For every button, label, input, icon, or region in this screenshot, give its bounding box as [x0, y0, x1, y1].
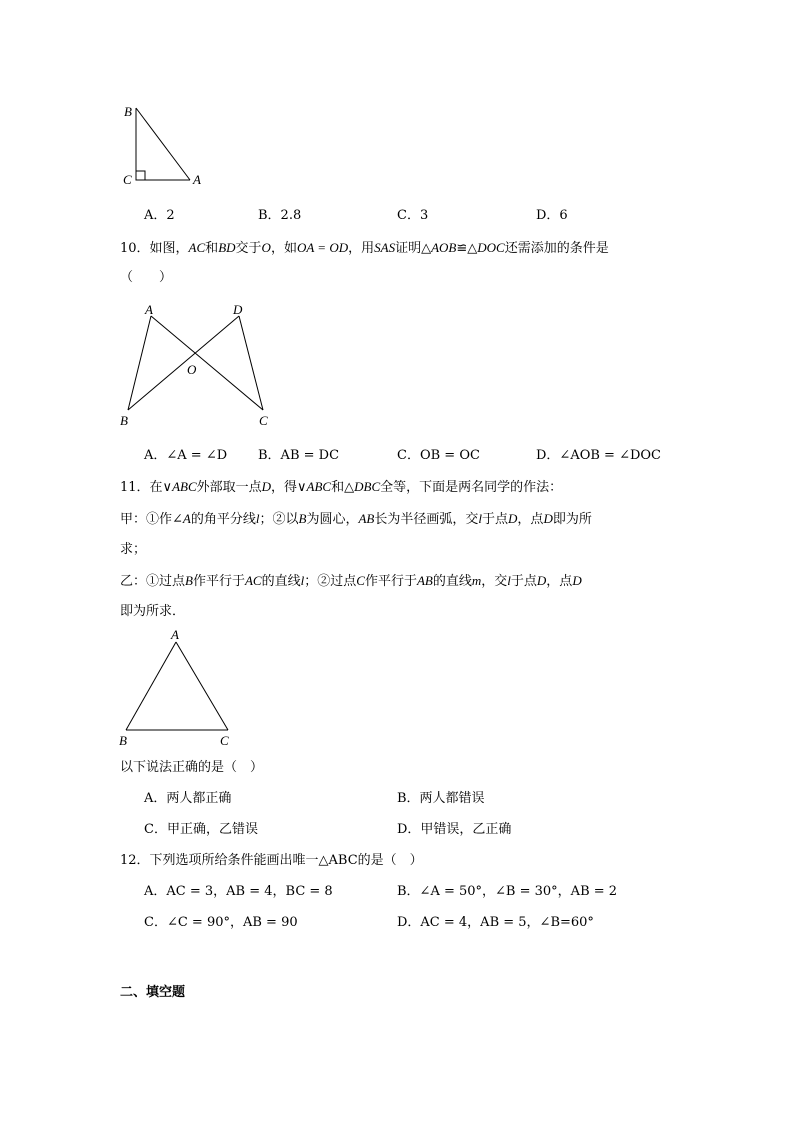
- text: 甲：①作∠: [120, 512, 183, 527]
- label-B: B: [119, 733, 127, 748]
- text: ，点: [546, 574, 573, 589]
- math: DBC: [354, 479, 381, 494]
- math: AB: [416, 573, 433, 588]
- q10-stem: [120, 239, 609, 258]
- text: 和△: [331, 480, 355, 495]
- math: D: [508, 511, 518, 526]
- q10-paren: （ ）: [120, 270, 173, 285]
- q11-question: 以下说法正确的是（ ）: [120, 760, 264, 775]
- text: 于点: [482, 512, 509, 527]
- text: 作平行于: [192, 574, 245, 589]
- text: ，用: [348, 241, 375, 256]
- q11-jia-line2: 求；: [120, 542, 147, 557]
- segment-dc: [239, 316, 263, 410]
- q12-option-a[interactable]: A．AC = 3，AB = 4，BC = 8: [144, 884, 333, 899]
- q9-option-a[interactable]: A．2: [144, 208, 175, 223]
- label-B: B: [124, 104, 132, 119]
- label-A: A: [193, 172, 201, 187]
- text: 交于: [235, 241, 262, 256]
- q11-option-c[interactable]: C．甲正确，乙错误: [144, 822, 258, 837]
- q11-jia-line1: [120, 510, 592, 529]
- math: AC: [188, 240, 206, 255]
- math: B: [298, 511, 307, 526]
- text: ，得∨: [271, 480, 307, 495]
- text: ；②以: [259, 512, 299, 527]
- q9-option-d[interactable]: D．6: [536, 208, 568, 223]
- q10-option-c[interactable]: C．OB = OC: [397, 448, 480, 463]
- text: 外部取一点: [196, 480, 262, 495]
- math: D: [572, 573, 582, 588]
- math: C: [356, 573, 365, 588]
- side-ac: [176, 642, 228, 730]
- q9-option-c[interactable]: C．3: [397, 208, 429, 223]
- math: ABC: [172, 479, 197, 494]
- math: l: [255, 511, 260, 526]
- text: 乙：①过点: [120, 574, 186, 589]
- label-A: A: [171, 627, 179, 642]
- math: D: [261, 479, 272, 494]
- math: l: [300, 573, 305, 588]
- text: ≌△: [456, 241, 478, 256]
- text: 的直线: [261, 574, 301, 589]
- text: 作平行于: [364, 574, 417, 589]
- text: 为圆心，: [306, 512, 359, 527]
- label-D: D: [233, 302, 243, 317]
- q12-stem: 12．下列选项所给条件能画出唯一△ABC的是（ ）: [120, 853, 423, 868]
- math: A: [182, 511, 191, 526]
- math: D: [536, 573, 547, 588]
- math: OA = OD: [296, 240, 349, 255]
- q10-option-b[interactable]: B．AB = DC: [258, 448, 340, 463]
- q12-option-b[interactable]: B．∠A = 50°，∠B = 30°，AB = 2: [397, 884, 618, 899]
- figure-triangle-abc: [112, 626, 242, 750]
- text: ，如: [270, 241, 297, 256]
- text: 即为所: [552, 512, 592, 527]
- triangle-side-ab: [136, 108, 190, 180]
- label-C: C: [220, 733, 229, 748]
- segment-db: [128, 316, 239, 410]
- math: BD: [218, 240, 236, 255]
- math: m: [471, 573, 482, 588]
- text: 的角平分线: [190, 512, 256, 527]
- math: O: [261, 240, 271, 255]
- math: l: [507, 573, 511, 588]
- math: l: [478, 511, 483, 526]
- text: 10．如图，: [120, 241, 189, 256]
- text: 全等，下面是两名同学的作法：: [380, 480, 563, 495]
- figure-right-triangle: [118, 100, 218, 190]
- math: DOC: [477, 240, 505, 255]
- math: AOB: [431, 240, 457, 255]
- q9-option-b[interactable]: B．2.8: [258, 208, 302, 223]
- label-C: C: [123, 172, 132, 187]
- label-B: B: [120, 413, 128, 428]
- text: 于点: [510, 574, 537, 589]
- q12-option-d[interactable]: D．AC = 4，AB = 5，∠B=60°: [397, 915, 594, 930]
- math: AB: [358, 511, 375, 526]
- label-O: O: [187, 362, 197, 377]
- text: 长为半径画弧，交: [374, 512, 479, 527]
- side-ab: [126, 642, 176, 730]
- text: ，交: [481, 574, 508, 589]
- text: 证明△: [395, 241, 432, 256]
- text: ，点: [517, 512, 544, 527]
- text: ；②过点: [304, 574, 357, 589]
- math: B: [185, 573, 193, 588]
- math: AC: [244, 573, 262, 588]
- segment-ac: [151, 316, 263, 410]
- label-C: C: [259, 413, 268, 428]
- segment-ab: [128, 316, 151, 410]
- text: 还需添加的条件是: [504, 241, 609, 256]
- math: D: [543, 511, 553, 526]
- q11-option-a[interactable]: A．两人都正确: [144, 791, 232, 806]
- q11-option-d[interactable]: D．甲错误，乙正确: [397, 822, 512, 837]
- q10-option-a[interactable]: A．∠A = ∠D: [144, 448, 228, 463]
- figure-bowtie: [115, 298, 285, 433]
- text: 和: [205, 241, 219, 256]
- q11-yi-line1: [120, 572, 582, 591]
- math: ABC: [306, 479, 332, 494]
- label-A: A: [145, 302, 153, 317]
- section-title-fill-in: 二、填空题: [120, 985, 186, 1000]
- text: 的直线: [432, 574, 472, 589]
- text: 11．在∨: [120, 480, 173, 495]
- q11-option-b[interactable]: B．两人都错误: [397, 791, 485, 806]
- q11-yi-line2: 即为所求．: [120, 604, 186, 619]
- q11-stem: [120, 478, 562, 497]
- q12-option-c[interactable]: C．∠C = 90°，AB = 90: [144, 915, 298, 930]
- math: SAS: [374, 240, 396, 255]
- right-angle-mark: [136, 171, 145, 180]
- q10-option-d[interactable]: D．∠AOB = ∠DOC: [536, 448, 661, 463]
